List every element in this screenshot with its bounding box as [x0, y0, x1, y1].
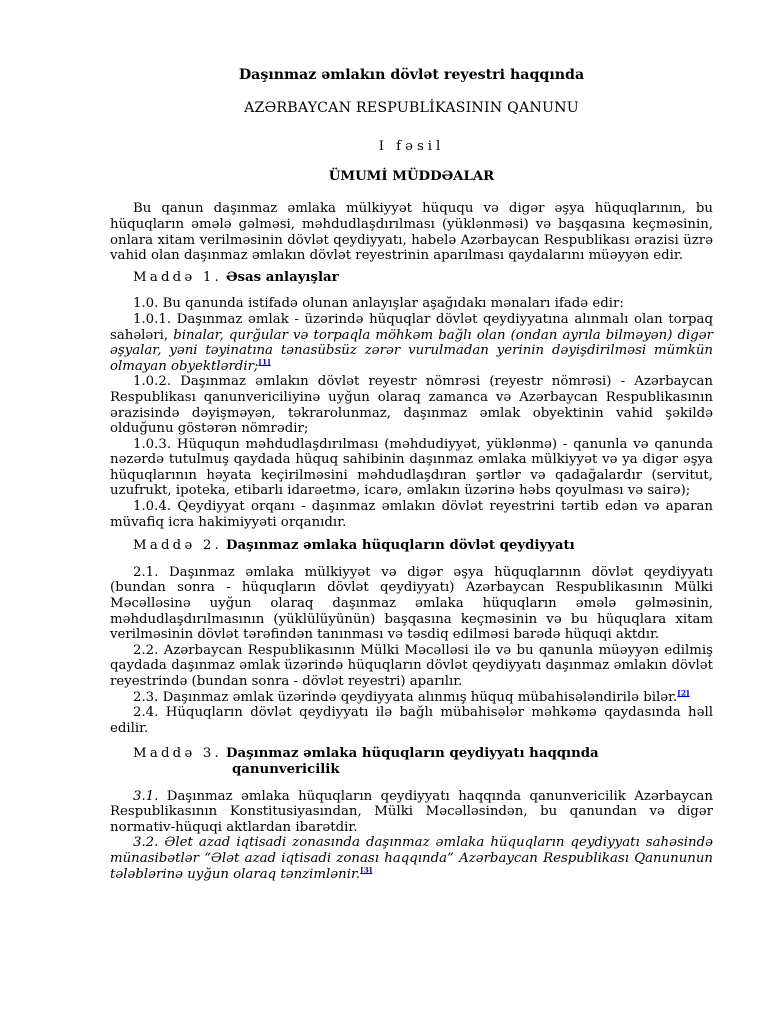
article-2-label: Maddə 2.: [133, 538, 222, 554]
article-3-p1-text: Daşınmaz əmlaka hüquqların qeydiyyatı haqqında qanunvericilik Azərbaycan Respublikasının Konstitusiyasından, Mülki Məcəlləsindən, bu qanundan və digər normativ-hüquqi aktlardan ibarətdir.: [110, 788, 713, 835]
document-page: [110, 62, 713, 882]
article-1-p1-text: 1.0.1. Daşınmaz əmlak - üzərində hüquqlar dövlət qeydiyyatına alınmalı olan torpaq sahələri,: [110, 311, 713, 343]
article-3-p2-text: 3.2. Əlet azad iqtisadi zonasında daşınmaz əmlaka hüquqların qeydiyyatı sahəsində münasibətlər “Ələt azad iqtisadi zonası haqqında” Azərbaycan Respublikası Qanununun tələblərinə uyğun olaraq tənzimlənir.: [110, 835, 713, 882]
document-subtitle: AZƏRBAYCAN RESPUBLİKASININ QANUNU: [244, 99, 579, 116]
footnote-ref-1[interactable]: [1]: [258, 357, 271, 367]
article-2-p2: 2.2. Azərbaycan Respublikasının Mülki Məcəlləsi ilə və bu qanunla müəyyən edilmiş qaydada daşınmaz əmlak üzərində hüquqların dövlət qeydiyyatı daşınmaz əmlakın dövlət reyestrində (bundan sonra - dövlət reyestri) aparılır.: [110, 642, 713, 689]
article-1-p2: 1.0.2. Daşınmaz əmlakın dövlət reyestr nömrəsi (reyestr nömrəsi) - Azərbaycan Respublikası qanunvericiliyinə uyğun olaraq zamanca və Azərbaycan Respublikasının ərazisində dəyişməyən, təkrarolunmaz, daşınmaz əmlak obyektinin vahid şəkildə olduğunu göstərən nömrədir;: [110, 374, 713, 437]
article-1-p3: 1.0.3. Hüququn məhdudlaşdırılması (məhdudiyyət, yüklənmə) - qanunla və qanunda nəzərdə tutulmuş qaydada hüquq sahibinin daşınmaz əmlaka mülkiyyət və ya digər əşya hüquqlarının həyata keçirilməsini məhdudlaşdıran şərtlər və qadağalardır (servitut, uzufrukt, ipoteka, etibarlı idarəetmə, icarə, əmlakın üzərinə həbs qoyulması və sairə);: [110, 436, 713, 499]
article-3-heading: [110, 746, 713, 777]
article-3-p1-number: 3.1.: [133, 788, 159, 804]
article-2-heading: [110, 538, 713, 554]
article-2-p1: 2.1. Daşınmaz əmlaka mülkiyyət və digər əşya hüquqlarının dövlət qeydiyyatı (bundan sonra - hüquqların dövlət qeydiyyatı) Azərbaycan Respublikasının Mülki Məcəlləsinə uyğun olaraq daşınmaz əmlaka hüquqların əmələ gəlməsinin, məhdudlaşdırılmasının (yüklülüyünün) başqasına keçməsinin və bu hüquqlara xitam verilməsinin dövlət tərəfindən tanınması və təsdiq edilməsi barədə hüquqi aktdır.: [110, 564, 713, 643]
article-2-p3-text: 2.3. Daşınmaz əmlak üzərində qeydiyyata alınmış hüquq mübahisələndirilə bilər.: [133, 689, 678, 705]
article-1-heading: [110, 270, 713, 286]
article-1-p1: [110, 312, 713, 374]
article-1-p1-italic: binalar, qurğular və torpaqla möhkəm bağlı olan (ondan ayrıla bilməyən) digər əşyalar, yəni təyinatına tənasübsüz zərər vurulmadan yerinin dəyişdirilməsi mümkün olmayan obyektlərdir;: [110, 327, 713, 374]
intro-paragraph: Bu qanun daşınmaz əmlaka mülkiyyət hüququ və digər əşya hüquqlarının, bu hüquqların əmələ gəlməsi, məhdudlaşdırılması (yüklənməsi) və başqasına keçməsinin, onlara xitam verilməsinin dövlət qeydiyyatı, habelə Azərbaycan Respublikası ərazisi üzrə vahid olan daşınmaz əmlakın dövlət reyestrinin aparılması qaydalarını müəyyən edir.: [110, 201, 713, 264]
chapter-title: ÜMUMİ MÜDDƏALAR: [328, 168, 495, 184]
article-1-title: Əsas anlayışlar: [225, 269, 339, 285]
article-3-title-line1: Daşınmaz əmlaka hüquqların qeydiyyatı haqqında: [225, 746, 599, 762]
document-title: Daşınmaz əmlakın dövlət reyestri haqqında: [238, 67, 585, 83]
article-2-p4: 2.4. Hüquqların dövlət qeydiyyatı ilə bağlı mübahisələr məhkəmə qaydasında həll edilir.: [110, 705, 713, 736]
article-2-title: Daşınmaz əmlaka hüquqların dövlət qeydiyyatı: [225, 538, 575, 554]
article-3-title: [226, 746, 599, 777]
article-3-label: Maddə 3.: [133, 746, 222, 762]
chapter-number: I fəsil: [378, 139, 445, 155]
article-3-p2: [110, 835, 713, 882]
article-1-p0: 1.0. Bu qanunda istifadə olunan anlayışlar aşağıdakı mənaları ifadə edir:: [133, 296, 624, 312]
article-2-p3: [110, 690, 713, 706]
article-3-p1: [110, 789, 713, 836]
footnote-ref-2[interactable]: [2]: [677, 688, 690, 698]
article-1-label: Maddə 1.: [133, 269, 222, 285]
footnote-ref-3[interactable]: [3]: [360, 865, 373, 875]
article-3-title-line2: qanunvericilik: [231, 761, 340, 777]
article-1-p4: 1.0.4. Qeydiyyat orqanı - daşınmaz əmlakın dövlət reyestrini tərtib edən və aparan müvafiq icra hakimiyyəti orqanıdır.: [110, 499, 713, 530]
